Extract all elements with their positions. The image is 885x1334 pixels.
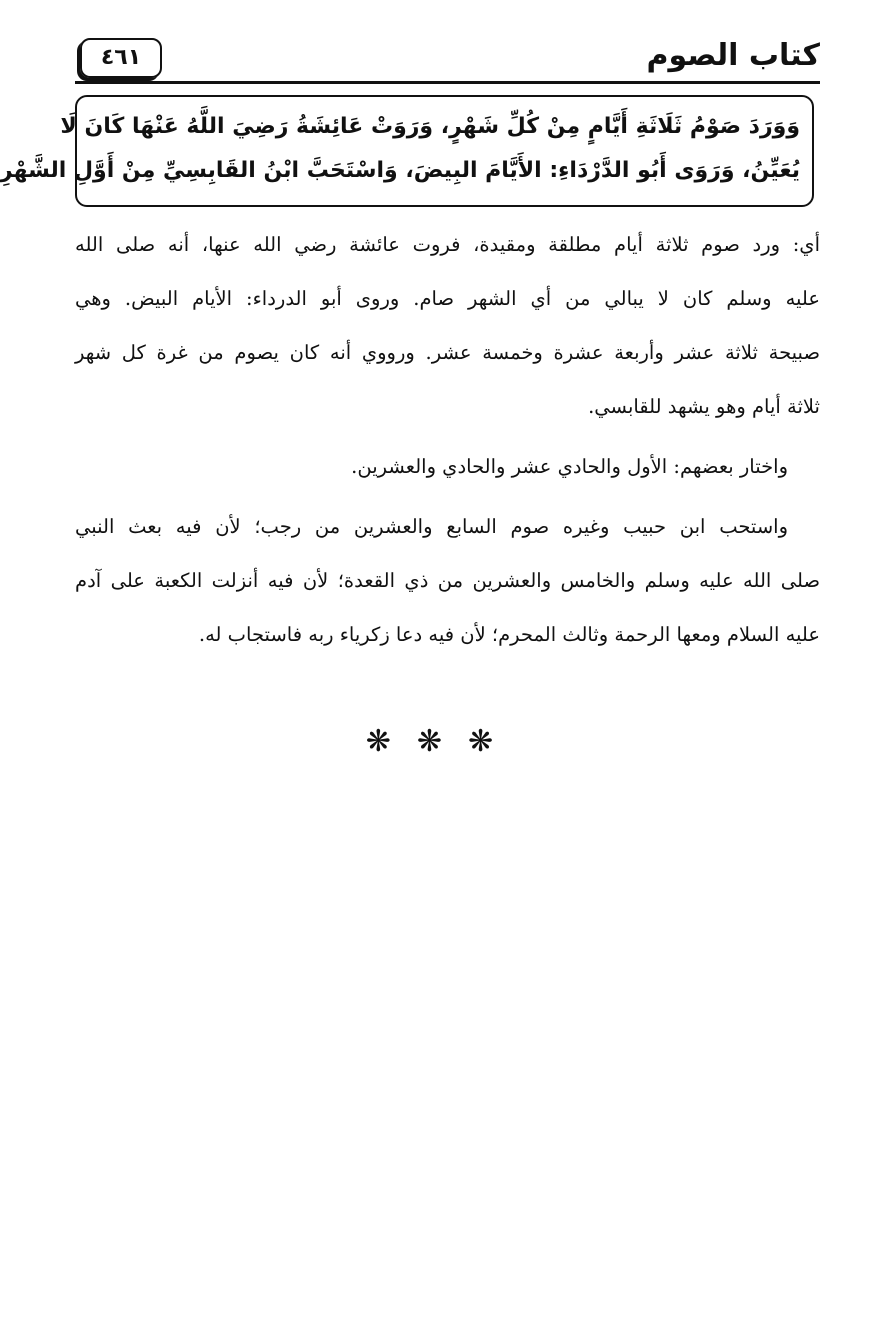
- page-number-frame: [80, 38, 162, 78]
- matn-line-1: وَوَرَدَ صَوْمُ ثَلَاثَةِ أَيَّامٍ مِنْ كُلِّ شَهْرٍ، وَرَوَتْ عَائِشَةُ رَضِيَ اللَّهُ عَنْهَا كَانَ لَا: [60, 114, 800, 139]
- matn-text-box: [0, 95, 814, 207]
- commentary-p3-line-3: عليه السلام ومعها الرحمة وثالث المحرم؛ لأن فيه دعا زكرياء ربه فاستجاب له.: [198, 623, 820, 646]
- commentary-p3-line-1: واستحب ابن حبيب وغيره صوم السابع والعشرين من رجب؛ لأن فيه بعث النبي: [75, 515, 788, 538]
- section-separator-stars: ❋❋❋: [365, 724, 520, 759]
- commentary-p3-line-2: صلى الله عليه وسلم والخامس والعشرين من ذي القعدة؛ لأن فيه أنزلت الكعبة على آدم: [75, 569, 820, 592]
- chapter-title: كتاب الصوم: [646, 38, 820, 73]
- commentary-p1-line-2: عليه وسلم كان لا يبالي من أي الشهر صام. وروى أبو الدرداء: الأيام البيض. وهي: [75, 287, 821, 310]
- commentary-p1-line-4: ثلاثة أيام وهو يشهد للقابسي.: [588, 395, 820, 418]
- matn-line-2: يُعَيِّنُ، وَرَوَى أَبُو الدَّرْدَاءِ: الأَيَّامَ البِيضَ، وَاسْتَحَبَّ ابْنُ القَابِسِيِّ مِنْ أَوَّلِ الشَّهْرِ: [0, 158, 800, 183]
- commentary-p1-line-1: أي: ورد صوم ثلاثة أيام مطلقة ومقيدة، فروت عائشة رضي الله عنها، أنه صلى الله: [75, 233, 820, 256]
- commentary-p2-line-1: واختار بعضهم: الأول والحادي عشر والحادي والعشرين.: [351, 455, 788, 478]
- header-rule: [75, 81, 820, 84]
- page-header: [75, 28, 820, 84]
- commentary-p1-line-3: صبيحة ثلاثة عشر وأربعة عشرة وخمسة عشر. ورووي أنه كان يصوم من غرة كل شهر: [75, 341, 820, 364]
- commentary-text: [75, 218, 820, 662]
- page-number: ٤٦١: [100, 45, 142, 70]
